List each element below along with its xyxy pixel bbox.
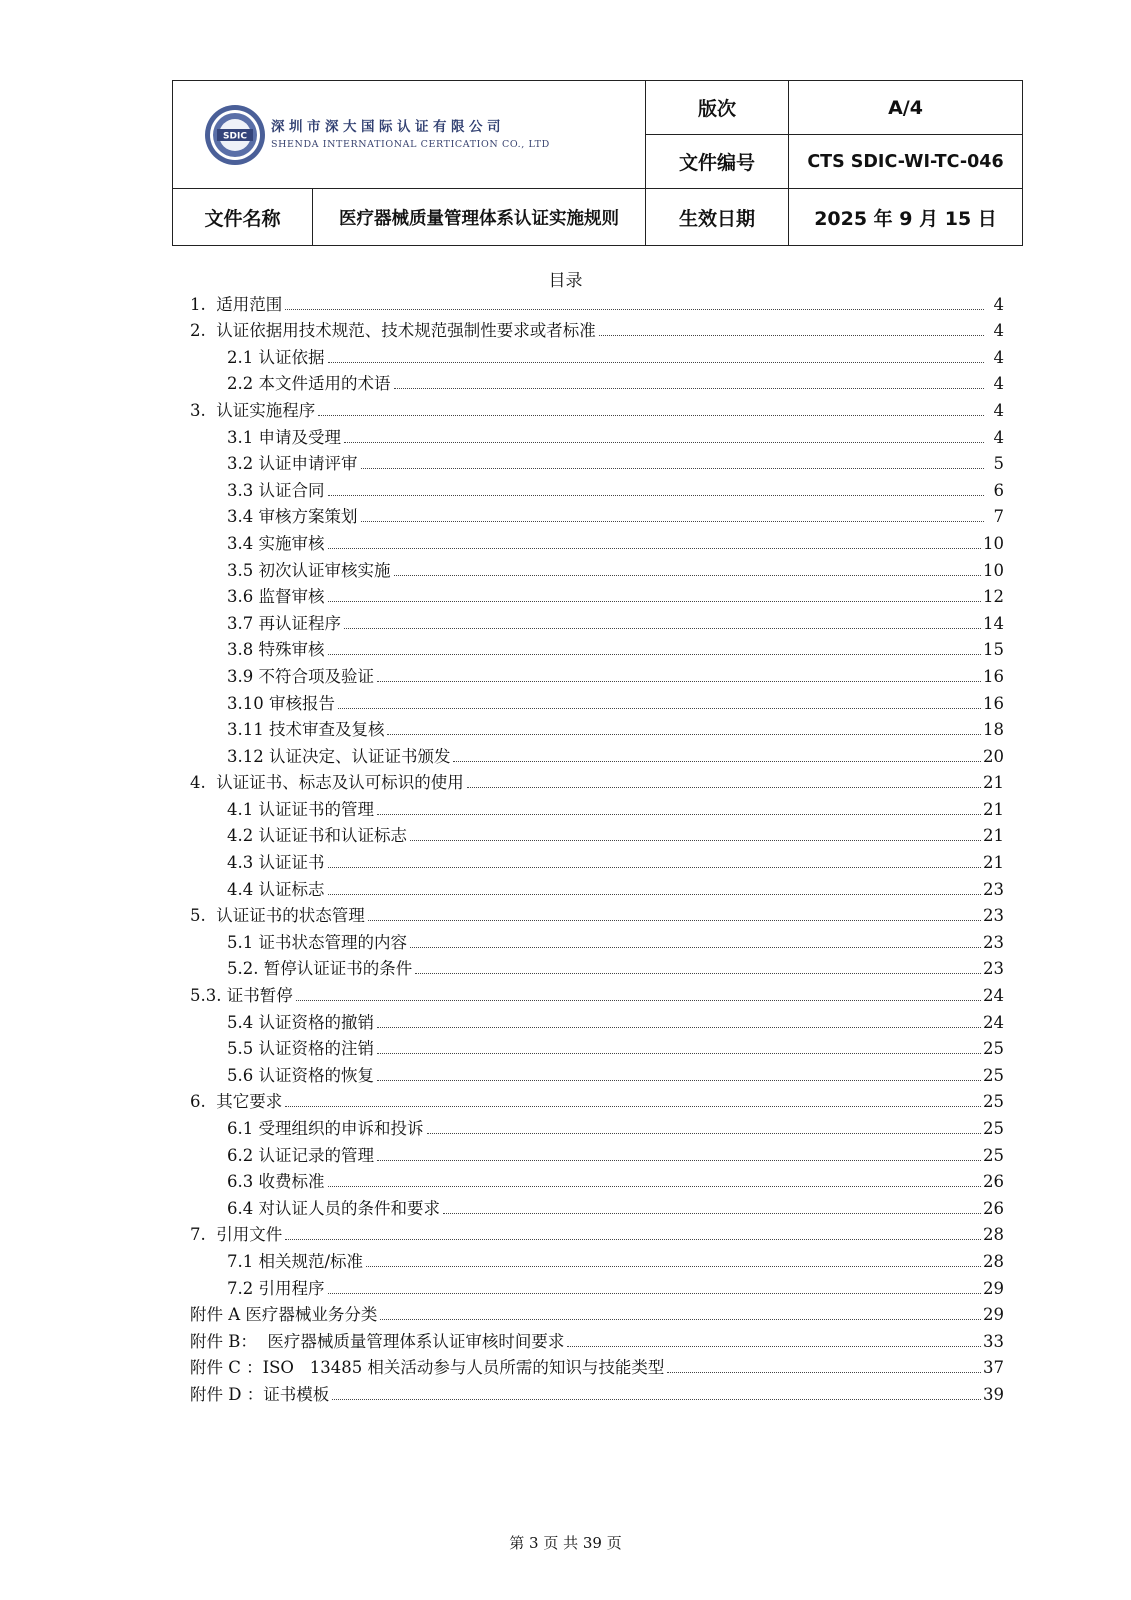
toc-entry-title: 4.2 认证证书和认证标志 — [227, 826, 407, 846]
header-table — [172, 80, 1023, 246]
toc-entry-page: 25 — [983, 1039, 1004, 1059]
toc-leader-dots — [410, 946, 981, 948]
toc-entry-title: 6.4 对认证人员的条件和要求 — [227, 1198, 440, 1218]
toc-entry[interactable] — [190, 1378, 1004, 1405]
toc-entry-title: 附件 B： 医疗器械质量管理体系认证审核时间要求 — [190, 1331, 565, 1351]
toc-entry[interactable] — [190, 1033, 1004, 1060]
company-seal-icon — [203, 103, 267, 167]
doc-name-label: 文件名称 — [173, 189, 313, 246]
toc-entry-title: 2. 认证依据用技术规范、技术规范强制性要求或者标准 — [190, 321, 596, 341]
toc-entry-page: 21 — [983, 826, 1004, 846]
toc-entry-page: 18 — [983, 720, 1004, 740]
toc-leader-dots — [328, 494, 985, 496]
toc-leader-dots — [296, 999, 981, 1001]
toc-entry-title: 7.2 引用程序 — [227, 1278, 325, 1298]
toc-entry[interactable] — [190, 288, 1004, 315]
toc-entry-page: 7 — [993, 507, 1004, 527]
company-logo-cell — [173, 81, 646, 189]
toc-entry[interactable] — [190, 315, 1004, 342]
toc-entry[interactable] — [190, 634, 1004, 661]
toc-entry[interactable] — [190, 607, 1004, 634]
toc-entry-title: 6. 其它要求 — [190, 1092, 283, 1112]
toc-entry-page: 29 — [983, 1305, 1004, 1325]
toc-entry-title: 5.3. 证书暂停 — [190, 986, 293, 1006]
toc-entry-page: 4 — [993, 347, 1004, 367]
toc-entry-title: 6.1 受理组织的申诉和投诉 — [227, 1119, 424, 1138]
toc-entry-page: 15 — [983, 640, 1004, 660]
toc-entry-page: 33 — [983, 1331, 1004, 1351]
toc-entry-title: 3.4 审核方案策划 — [227, 507, 358, 527]
toc-entry-title: 3. 认证实施程序 — [190, 400, 316, 420]
toc-entry-page: 26 — [983, 1172, 1004, 1192]
doc-name-value: 医疗器械质量管理体系认证实施规则 — [313, 189, 646, 246]
toc-entry-page: 24 — [983, 1012, 1004, 1032]
toc-leader-dots — [285, 308, 984, 310]
toc-entry-page: 14 — [983, 613, 1004, 633]
toc-leader-dots — [361, 467, 985, 469]
toc-entry[interactable] — [190, 394, 1004, 421]
toc-entry-title: 4. 认证证书、标志及认可标识的使用 — [190, 773, 464, 793]
toc-entry-page: 12 — [983, 587, 1004, 607]
toc-leader-dots — [328, 866, 982, 868]
doc-no-label: 文件编号 — [646, 135, 789, 189]
page-footer: 第 3 页 共 39 页 — [509, 1534, 622, 1552]
toc-entry-title: 5.5 认证资格的注销 — [227, 1039, 374, 1059]
toc-entry-page: 39 — [983, 1384, 1004, 1404]
version-label: 版次 — [646, 81, 789, 135]
toc-entry[interactable] — [190, 846, 1004, 873]
toc-entry-title: 4.1 认证证书的管理 — [227, 799, 374, 819]
toc-leader-dots — [394, 574, 982, 576]
toc-leader-dots — [361, 520, 985, 522]
toc-entry-title: 7.1 相关规范/标准 — [227, 1251, 364, 1271]
toc-entry[interactable] — [190, 554, 1004, 581]
toc-entry[interactable] — [190, 1166, 1004, 1193]
toc-entry[interactable] — [190, 979, 1004, 1006]
toc-entry[interactable] — [190, 1059, 1004, 1086]
toc-entry-title: 2.1 认证依据 — [227, 347, 325, 367]
toc-entry-page: 16 — [983, 666, 1004, 686]
toc-entry-page: 28 — [983, 1225, 1004, 1245]
toc-entry-title: 3.6 监督审核 — [227, 587, 325, 607]
toc-entry-page: 21 — [983, 853, 1004, 873]
doc-no-value: CTS SDIC-WI-TC-046 — [789, 135, 1023, 189]
toc-entry[interactable] — [190, 1112, 1004, 1139]
toc-entry[interactable] — [190, 1139, 1004, 1166]
toc-entry-page: 23 — [983, 932, 1004, 952]
toc-entry-page: 37 — [983, 1358, 1004, 1378]
toc-leader-dots — [377, 813, 981, 815]
toc-leader-dots — [377, 1159, 981, 1161]
toc-leader-dots — [443, 1212, 981, 1214]
toc-leader-dots — [453, 760, 981, 762]
toc-entry[interactable] — [190, 501, 1004, 528]
toc-entry[interactable] — [190, 714, 1004, 741]
toc-entry-page: 4 — [993, 321, 1004, 341]
toc-entry[interactable] — [190, 660, 1004, 687]
toc-entry-title: 5.6 认证资格的恢复 — [227, 1065, 374, 1085]
toc-title: 目录 — [548, 271, 583, 291]
toc-entry-page: 21 — [983, 799, 1004, 819]
toc-entry-title: 附件 C ：ISO 13485 相关活动参与人员所需的知识与技能类型 — [190, 1358, 665, 1378]
toc-leader-dots — [344, 627, 981, 629]
toc-entry-page: 4 — [993, 427, 1004, 447]
toc-entry-page: 25 — [983, 1119, 1004, 1138]
toc-entry-page: 16 — [983, 693, 1004, 713]
toc-entry-page: 28 — [983, 1251, 1004, 1271]
toc-entry-title: 3.8 特殊审核 — [227, 640, 325, 660]
toc-leader-dots — [328, 893, 982, 895]
toc-entry-page: 26 — [983, 1198, 1004, 1218]
toc-entry-title: 6.2 认证记录的管理 — [227, 1145, 374, 1165]
toc-entry-title: 3.1 申请及受理 — [227, 427, 341, 447]
seal-text: SDIC — [223, 131, 247, 141]
toc-leader-dots — [328, 1292, 982, 1294]
toc-entry[interactable] — [190, 1245, 1004, 1272]
toc-leader-dots — [380, 1318, 981, 1320]
toc-entry-page: 4 — [993, 400, 1004, 420]
toc-leader-dots — [667, 1371, 981, 1373]
toc-entry-page: 6 — [993, 480, 1004, 500]
toc-entry-title: 4.4 认证标志 — [227, 879, 325, 899]
toc-entry[interactable] — [190, 1219, 1004, 1246]
toc-entry-title: 5.1 证书状态管理的内容 — [227, 932, 407, 952]
toc-leader-dots — [285, 1105, 981, 1107]
toc-entry-title: 5. 认证证书的状态管理 — [190, 906, 365, 926]
toc-entry[interactable] — [190, 1006, 1004, 1033]
toc-entry[interactable] — [190, 1325, 1004, 1352]
toc-leader-dots — [328, 1185, 982, 1187]
toc-leader-dots — [328, 547, 982, 549]
toc-entry-page: 25 — [983, 1092, 1004, 1112]
toc-leader-dots — [427, 1132, 982, 1134]
company-name-zh: 深圳市深大国际认证有限公司 — [271, 118, 505, 135]
toc-leader-dots — [377, 1026, 981, 1028]
toc-entry-page: 10 — [983, 533, 1004, 553]
toc-entry[interactable] — [190, 368, 1004, 395]
toc-entry-page: 23 — [983, 906, 1004, 926]
toc-entry-page: 23 — [983, 879, 1004, 899]
toc-entry-title: 6.3 收费标准 — [227, 1172, 325, 1192]
toc-entry[interactable] — [190, 421, 1004, 448]
toc-entry-title: 5.2. 暂停认证证书的条件 — [227, 959, 413, 979]
toc-leader-dots — [344, 441, 984, 443]
toc-entry-title: 1. 适用范围 — [190, 294, 283, 314]
toc-entry[interactable] — [190, 1299, 1004, 1326]
toc-leader-dots — [415, 972, 981, 974]
toc-entry[interactable] — [190, 873, 1004, 900]
toc-entry[interactable] — [190, 341, 1004, 368]
toc-leader-dots — [467, 786, 981, 788]
toc-entry-page: 4 — [993, 294, 1004, 314]
toc-entry-title: 3.12 认证决定、认证证书颁发 — [227, 746, 451, 766]
toc-entry-title: 3.9 不符合项及验证 — [227, 666, 374, 686]
toc-entry-title: 5.4 认证资格的撤销 — [227, 1012, 374, 1032]
toc-leader-dots — [394, 387, 985, 389]
company-name-en: SHENDA INTERNATIONAL CERTICATION CO., LTD — [271, 138, 550, 150]
toc-entry[interactable] — [190, 1086, 1004, 1113]
toc-entry[interactable] — [190, 1272, 1004, 1299]
toc-entry-title: 附件 A 医疗器械业务分类 — [190, 1305, 378, 1325]
toc-entry[interactable] — [190, 820, 1004, 847]
toc-entry-title: 3.10 审核报告 — [227, 693, 335, 713]
toc-entry-title: 7. 引用文件 — [190, 1225, 283, 1245]
toc-leader-dots — [328, 361, 985, 363]
toc-entry[interactable] — [190, 793, 1004, 820]
toc-leader-dots — [338, 707, 981, 709]
toc-leader-dots — [599, 334, 984, 336]
toc-leader-dots — [410, 839, 981, 841]
toc-entry[interactable] — [190, 900, 1004, 927]
toc-entry-title: 3.7 再认证程序 — [227, 613, 341, 633]
toc-leader-dots — [377, 680, 981, 682]
toc-entry[interactable] — [190, 474, 1004, 501]
toc-entry-title: 3.4 实施审核 — [227, 533, 325, 553]
toc-entry-page: 25 — [983, 1065, 1004, 1085]
toc-entry-page: 24 — [983, 986, 1004, 1006]
toc-entry[interactable] — [190, 767, 1004, 794]
toc-entry-page: 29 — [983, 1278, 1004, 1298]
toc-entry[interactable] — [190, 527, 1004, 554]
toc-entry-title: 3.11 技术审查及复核 — [227, 720, 385, 740]
version-value: A/4 — [789, 81, 1023, 135]
toc-leader-dots — [318, 414, 984, 416]
toc-entry-page: 5 — [993, 454, 1004, 474]
toc-entry[interactable] — [190, 448, 1004, 475]
toc-entry-title: 3.3 认证合同 — [227, 480, 325, 500]
toc-leader-dots — [332, 1398, 981, 1400]
toc-entry-page: 25 — [983, 1145, 1004, 1165]
toc-leader-dots — [377, 1079, 981, 1081]
toc-leader-dots — [368, 919, 981, 921]
toc-entry-title: 3.2 认证申请评审 — [227, 454, 358, 474]
effective-date-label: 生效日期 — [646, 189, 789, 246]
toc-leader-dots — [387, 733, 981, 735]
toc-entry-page: 21 — [983, 773, 1004, 793]
toc-entry-page: 10 — [983, 560, 1004, 580]
toc-entry[interactable] — [190, 1352, 1004, 1379]
toc-entry[interactable] — [190, 953, 1004, 980]
toc-entry-page: 23 — [983, 959, 1004, 979]
toc-entry[interactable] — [190, 740, 1004, 767]
toc-leader-dots — [366, 1265, 981, 1267]
toc-leader-dots — [377, 1052, 981, 1054]
toc-entry-page: 20 — [983, 746, 1004, 766]
toc-entry-title: 3.5 初次认证审核实施 — [227, 560, 391, 580]
toc-leader-dots — [328, 600, 982, 602]
toc-entry-page: 4 — [993, 374, 1004, 394]
toc-leader-dots — [328, 653, 982, 655]
toc-entry[interactable] — [190, 1192, 1004, 1219]
toc-entry[interactable] — [190, 926, 1004, 953]
toc-entry[interactable] — [190, 687, 1004, 714]
effective-date-value: 2025 年 9 月 15 日 — [789, 189, 1023, 246]
toc-entry-title: 4.3 认证证书 — [227, 853, 325, 873]
toc-entry[interactable] — [190, 581, 1004, 608]
table-of-contents — [190, 288, 1004, 1405]
toc-entry-title: 附件 D ：证书模板 — [190, 1384, 330, 1404]
toc-leader-dots — [567, 1345, 981, 1347]
toc-leader-dots — [285, 1238, 981, 1240]
toc-entry-title: 2.2 本文件适用的术语 — [227, 374, 391, 394]
